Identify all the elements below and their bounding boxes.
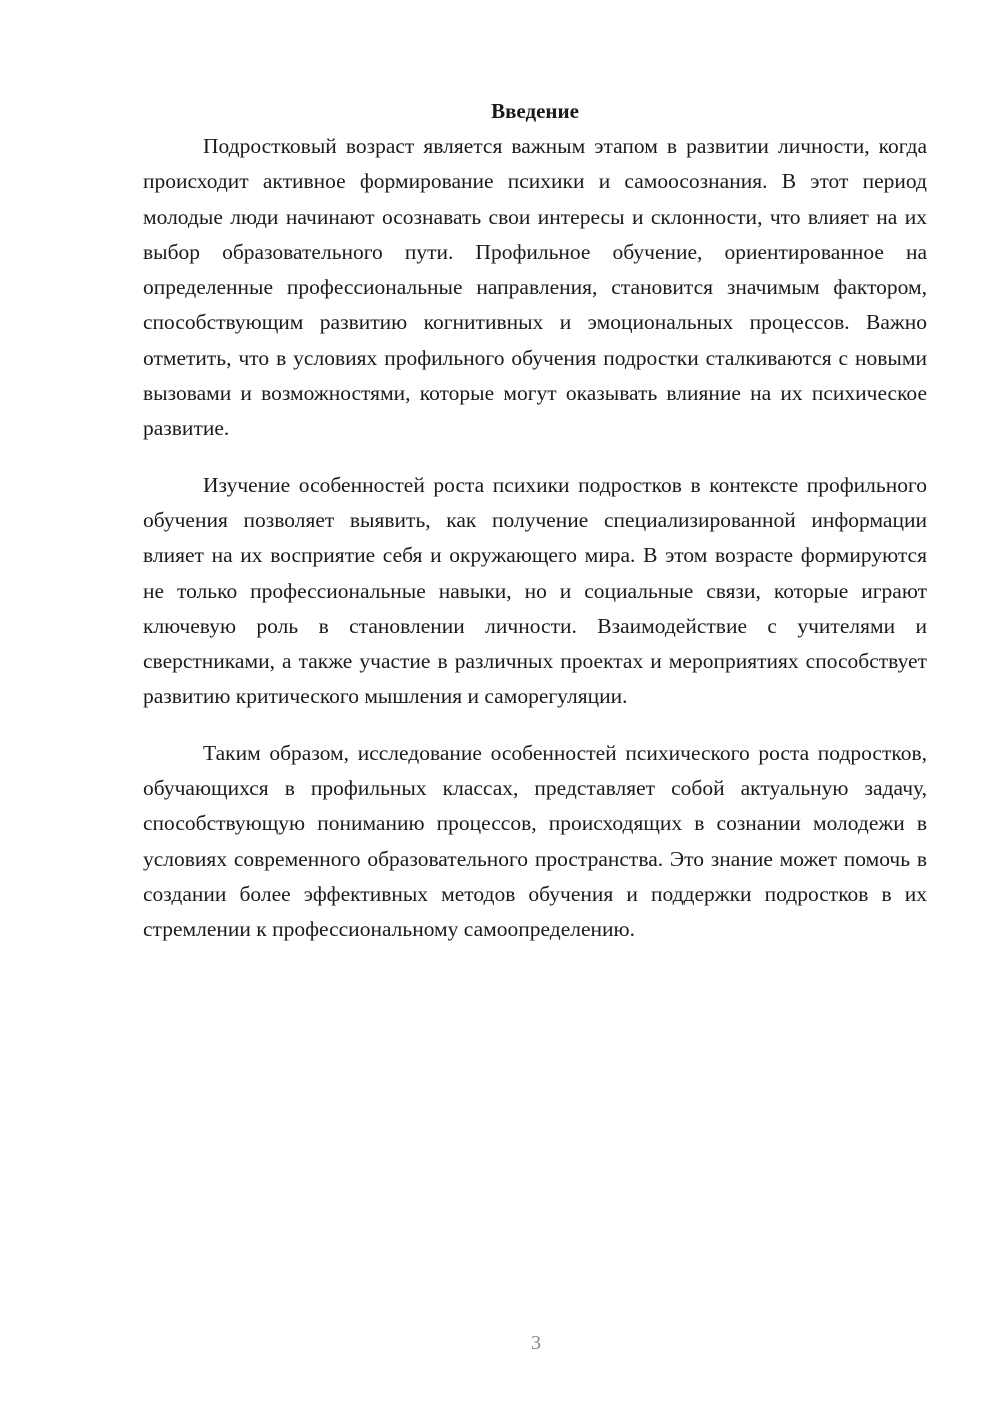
paragraph-1: Подростковый возраст является важным этапом в развитии личности, когда происходит активное формирование психики и самоосознания. В этот период молодые люди начинают осознавать свои интересы и склонности, что влияет на их выбор образовательного пути. Профильное обучение, ориентированное на определенные профессиональные направления, становится значимым фактором, способствующим развитию когнитивных и эмоциональных процессов. Важно отметить, что в условиях профильного обучения подростки сталкиваются с новыми вызовами и возможностями, которые могут оказывать влияние на их психическое развитие. xyxy=(143,134,927,441)
page-number: 3 xyxy=(531,1332,541,1354)
paragraph-2: Изучение особенностей роста психики подростков в контексте профильного обучения позволяет выявить, как получение специализированной информации влияет на их восприятие себя и окружающего мира. В этом возрасте формируются не только профессиональные навыки, но и социальные связи, которые играют ключевую роль в становлении личности. Взаимодействие с учителями и сверстниками, а также участие в различных проектах и мероприятиях способствует развитию критического мышления и саморегуляции. xyxy=(143,472,927,709)
section-heading: Введение xyxy=(491,99,579,123)
paragraph-3: Таким образом, исследование особенностей психического роста подростков, обучающихся в профильных классах, представляет собой актуальную задачу, способствующую пониманию процессов, происходящих в сознании молодежи в условиях современного образовательного пространства. Это знание может помочь в создании более эффективных методов обучения и поддержки подростков в их стремлении к профессиональному самоопределению. xyxy=(143,740,927,942)
page-content xyxy=(143,94,927,969)
